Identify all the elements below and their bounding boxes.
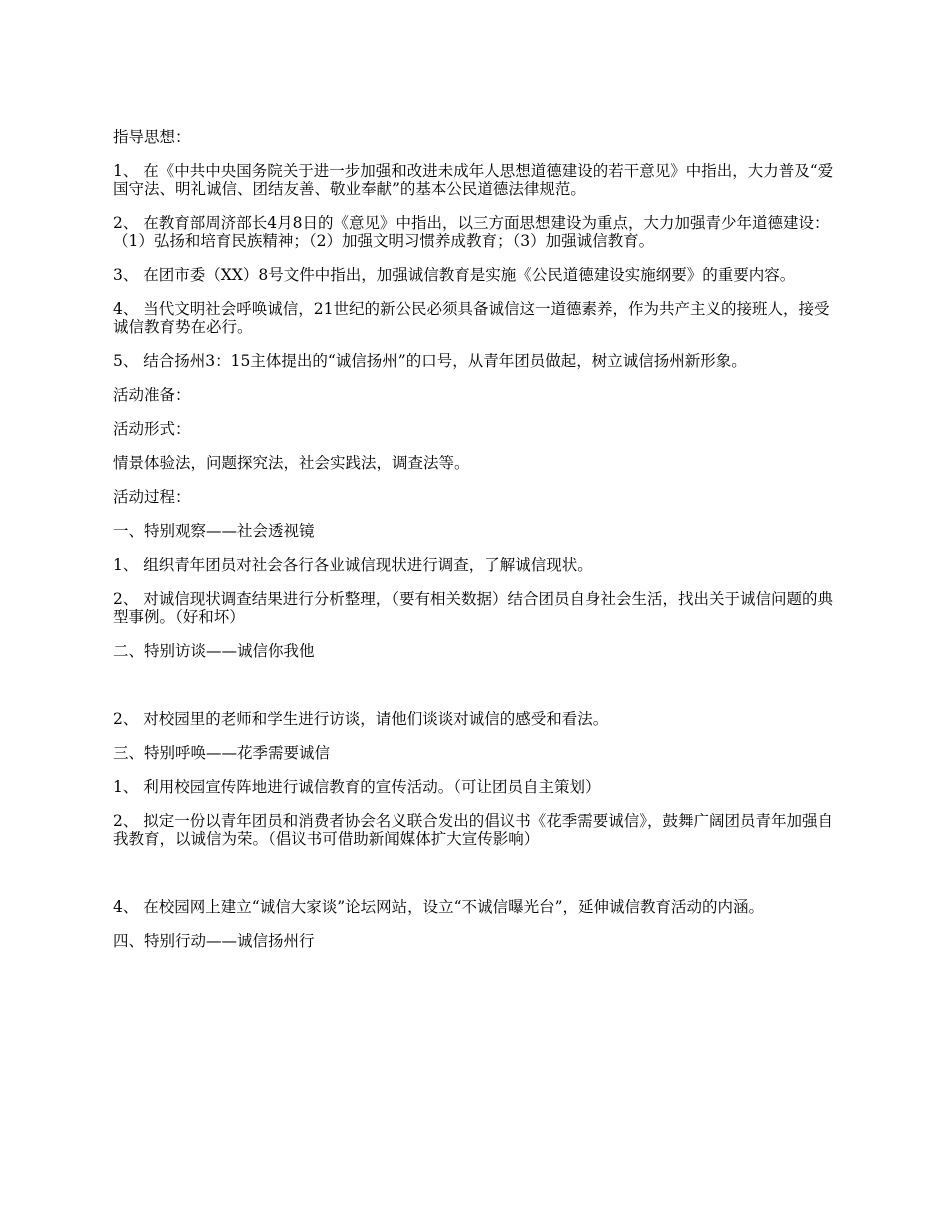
document-body <box>113 128 843 966</box>
section-1-item-1: 1、 组织青年团员对社会各行各业诚信现状进行调查，了解诚信现状。 <box>113 556 593 574</box>
guiding-item-3: 3、 在团市委（XX）8号文件中指出，加强诚信教育是实施《公民道德建设实施纲要》的重要内容。 <box>113 266 796 284</box>
section-3-item-2: 2、 拟定一份以青年团员和消费者协会名义联合发出的倡议书《花季需要诚信》，鼓舞广阔团员青年加强自我教育，以诚信为荣。（倡议书可借助新闻媒体扩大宣传影响） <box>113 812 834 848</box>
guiding-item-5: 5、 结合扬州3：15主体提出的“诚信扬州”的口号，从青年团员做起，树立诚信扬州新形象。 <box>113 352 747 370</box>
section-3-item-1: 1、 利用校园宣传阵地进行诚信教育的宣传活动。（可让团员自主策划） <box>113 778 601 796</box>
heading-activity-preparation: 活动准备： <box>113 386 191 404</box>
heading-guiding-thought: 指导思想： <box>113 128 191 146</box>
section-3-item-4: 4、 在校园网上建立“诚信大家谈”论坛网站，设立“不诚信曝光台”，延伸诚信教育活动的内涵。 <box>113 898 764 916</box>
blank-gap <box>113 676 843 710</box>
heading-activity-form: 活动形式： <box>113 420 191 438</box>
section-4-title: 四、特别行动——诚信扬州行 <box>113 932 315 950</box>
guiding-item-4: 4、 当代文明社会呼唤诚信，21世纪的新公民必须具备诚信这一道德素养，作为共产主义的接班人，接受诚信教育势在必行。 <box>113 300 830 336</box>
section-1-title: 一、特别观察——社会透视镜 <box>113 522 315 540</box>
section-2-item-2: 2、 对校园里的老师和学生进行访谈，请他们谈谈对诚信的感受和看法。 <box>113 710 609 728</box>
section-2-title: 二、特别访谈——诚信你我他 <box>113 642 315 660</box>
section-1-item-2: 2、 对诚信现状调查结果进行分析整理，（要有相关数据）结合团员自身社会生活，找出关于诚信问题的典型事例。（好和坏） <box>113 590 834 626</box>
activity-methods: 情景体验法，问题探究法，社会实践法，调查法等。 <box>113 454 470 472</box>
guiding-item-2: 2、 在教育部周济部长4月8日的《意见》中指出，以三方面思想建设为重点，大力加强青少年道德建设：（1）弘扬和培育民族精神；（2）加强文明习惯养成教育；（3）加强诚信教育。 <box>113 214 830 250</box>
blank-gap <box>113 864 843 898</box>
guiding-item-1: 1、 在《中共中央国务院关于进一步加强和改进未成年人思想道德建设的若干意见》中指出，大力普及“爱国守法、明礼诚信、团结友善、敬业奉献”的基本公民道德法律规范。 <box>113 162 834 198</box>
section-3-title: 三、特别呼唤——花季需要诚信 <box>113 744 331 762</box>
heading-activity-process: 活动过程： <box>113 488 191 506</box>
